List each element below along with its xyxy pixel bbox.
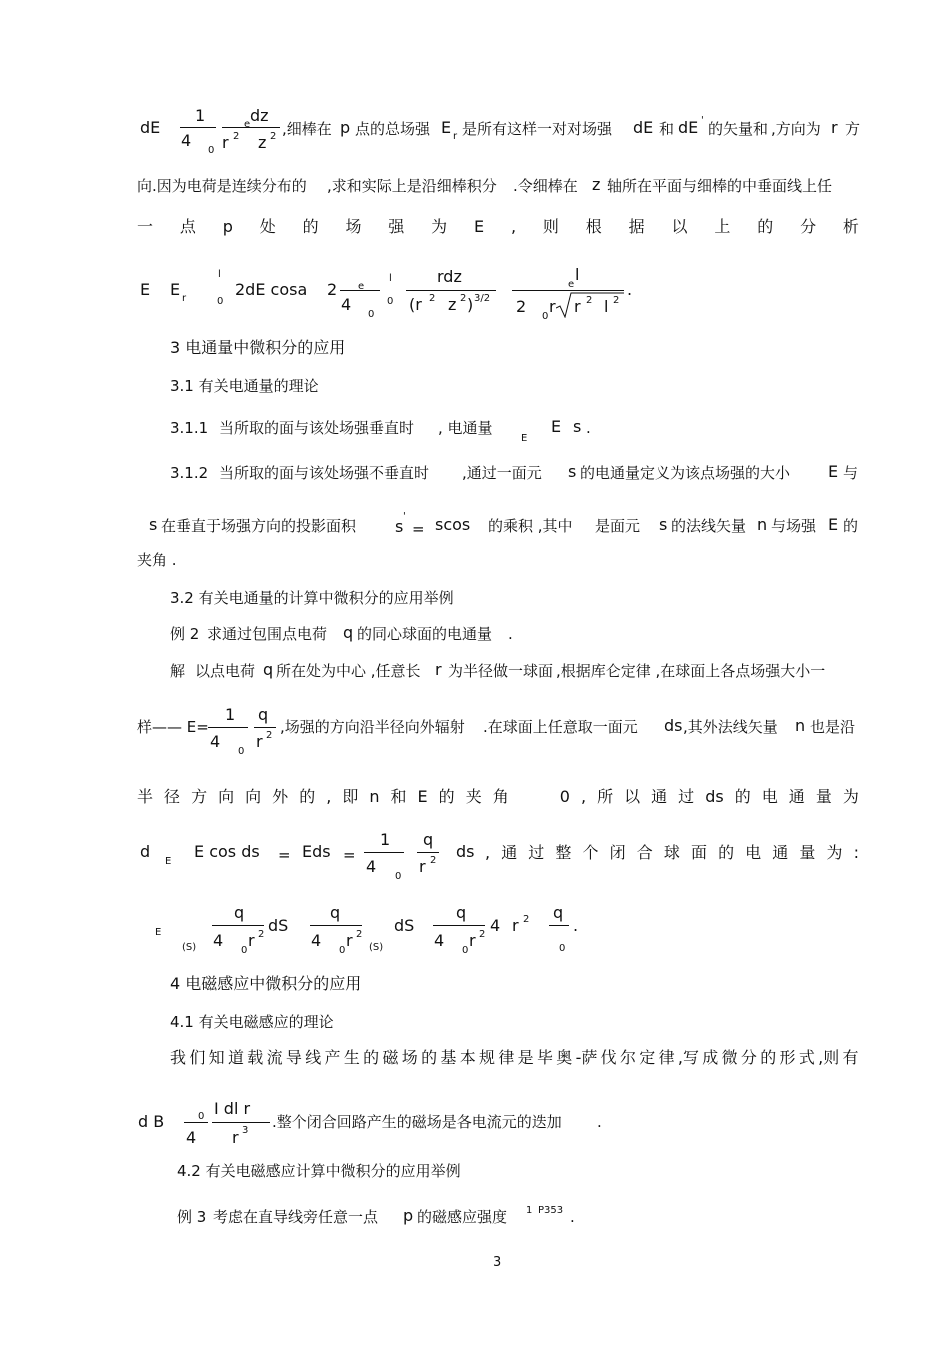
frac-den: 4 bbox=[341, 295, 352, 314]
math-eq: = bbox=[412, 520, 425, 538]
superscript: 2 bbox=[430, 855, 437, 866]
fraction-bar bbox=[340, 290, 380, 291]
frac-den: r bbox=[574, 297, 581, 316]
math-E: E bbox=[828, 462, 839, 481]
period: . bbox=[597, 1113, 602, 1131]
math-n: n bbox=[795, 716, 806, 735]
subscript: 0 bbox=[241, 945, 248, 956]
solution-label: 解 bbox=[170, 662, 186, 680]
frac-den: (r bbox=[409, 295, 422, 314]
period: . bbox=[570, 1208, 575, 1226]
math-n: n bbox=[757, 515, 768, 534]
text: ,通过一面元 bbox=[462, 464, 542, 482]
text: 是所有这样一对对场强 bbox=[462, 120, 613, 138]
text: .整个闭合回路产生的磁场是各电流元的迭加 bbox=[272, 1113, 562, 1131]
subscript: r bbox=[453, 131, 458, 142]
text: 与场强 bbox=[771, 517, 817, 535]
math-scos: scos bbox=[435, 515, 471, 534]
subscript: r bbox=[182, 293, 187, 304]
frac-den: z bbox=[448, 295, 457, 314]
text: 的磁感应强度 bbox=[417, 1208, 508, 1226]
fraction-bar bbox=[212, 1122, 270, 1123]
text-justified: , 通 过 整 个 闭 合 球 面 的 电 通 量 为 : bbox=[485, 843, 859, 862]
period: . bbox=[627, 280, 633, 299]
superscript: 2 bbox=[613, 295, 620, 306]
para-number: 3.1.1 bbox=[170, 419, 209, 437]
subscript: 0 bbox=[198, 1111, 205, 1122]
text-line-3: 一 点 p 处 的 场 强 为 E , 则 根 据 以 上 的 分 析 bbox=[137, 217, 859, 236]
prefix-e: e bbox=[244, 119, 251, 130]
text: 也是沿 bbox=[810, 718, 856, 736]
text: 当所取的面与该处场强垂直时 bbox=[219, 419, 415, 437]
math-body: 2dE cosa bbox=[235, 280, 308, 299]
math-E: E bbox=[441, 118, 452, 137]
frac-num: q bbox=[553, 903, 564, 922]
math-body: E cos ds bbox=[194, 842, 260, 861]
text-line-justified: 我 们 知 道 载 流 导 线 产 生 的 磁 场 的 基 本 规 律 是 毕 奥 -萨 伐 尔 定 律 ,写 成 微 分 的 形 式 ,则 有 bbox=[170, 1048, 859, 1067]
math-q: q bbox=[343, 623, 354, 642]
frac-den: l bbox=[604, 297, 609, 316]
reference-page: P353 bbox=[538, 1205, 564, 1216]
section-heading: 3 电通量中微积分的应用 bbox=[170, 338, 346, 357]
frac-num: q bbox=[423, 830, 434, 849]
math-s: s bbox=[149, 515, 158, 534]
period: . bbox=[573, 916, 579, 935]
example-label: 例 2 bbox=[170, 625, 200, 643]
frac-num: l bbox=[575, 265, 580, 284]
text: 在垂直于场强方向的投影面积 bbox=[161, 517, 357, 535]
math-2: 2 bbox=[327, 280, 338, 299]
fraction-bar bbox=[364, 852, 404, 853]
frac-num: 1 bbox=[380, 830, 391, 849]
subscript: E bbox=[521, 433, 528, 444]
frac-num: 1 bbox=[225, 705, 236, 724]
text: 以点电荷 bbox=[195, 662, 256, 680]
frac-den: r bbox=[222, 133, 229, 152]
text: 向.因为电荷是连续分布的 bbox=[137, 177, 307, 195]
text: ,细棒在 bbox=[282, 120, 332, 138]
text: 轴所在平面与细棒的中垂面线上任 bbox=[607, 177, 833, 195]
page-number: 3 bbox=[493, 1255, 502, 1270]
math-eq: = bbox=[343, 846, 356, 864]
period: . bbox=[586, 419, 591, 437]
math-z: z bbox=[592, 175, 601, 194]
math-E: E bbox=[170, 280, 181, 299]
math-dE: dE bbox=[140, 118, 161, 137]
frac-num: q bbox=[456, 903, 467, 922]
frac-den: 4 bbox=[311, 931, 322, 950]
superscript: 2 bbox=[356, 929, 363, 940]
frac-den: r bbox=[248, 931, 255, 950]
frac-den: r bbox=[346, 931, 353, 950]
frac-den: 4 bbox=[181, 131, 192, 150]
math-p: p bbox=[403, 1206, 414, 1225]
text: 夹角 . bbox=[137, 551, 177, 569]
prime: ' bbox=[403, 511, 406, 522]
integral-upper: l bbox=[389, 273, 392, 284]
text: 样—— E= bbox=[137, 718, 209, 736]
text: 的法线矢量 bbox=[671, 517, 747, 535]
math-E: E bbox=[551, 417, 562, 436]
math-E: E bbox=[828, 515, 839, 534]
superscript: 2 bbox=[258, 929, 265, 940]
subsection-heading: 4.2 有关电磁感应计算中微积分的应用举例 bbox=[177, 1162, 461, 1180]
text: 的乘积 ,其中 bbox=[488, 517, 573, 535]
text: .在球面上任意取一面元 bbox=[483, 718, 638, 736]
surface-label: (S) bbox=[182, 942, 197, 953]
fraction-bar bbox=[208, 727, 248, 728]
fraction-bar bbox=[254, 727, 276, 728]
text: 为半径做一球面 bbox=[448, 662, 554, 680]
frac-num: 1 bbox=[195, 106, 206, 125]
subscript: 0 bbox=[395, 871, 402, 882]
text: ,场强的方向沿半径向外辐射 bbox=[280, 718, 465, 736]
math-s: s bbox=[395, 517, 404, 536]
fraction-bar bbox=[549, 925, 569, 926]
frac-den: r bbox=[469, 931, 476, 950]
math-n: n bbox=[369, 787, 380, 806]
frac-den: z bbox=[258, 133, 267, 152]
frac-num: dz bbox=[250, 106, 269, 125]
text: 的 bbox=[843, 517, 859, 535]
fraction-bar bbox=[433, 925, 485, 926]
text: .令细棒在 bbox=[513, 177, 578, 195]
frac-num: q bbox=[258, 705, 269, 724]
integral-upper: l bbox=[218, 269, 221, 280]
fraction-bar bbox=[512, 290, 624, 291]
text-line-justified: 半 径 方 向 向 外 的 , 即 n 和 E 的 夹 角 0 , 所 以 通 过 ds 的 电 通 量 为 bbox=[137, 787, 859, 806]
math-r: r bbox=[435, 660, 442, 679]
text: 考虑在直导线旁任意一点 bbox=[213, 1208, 379, 1226]
text: 与 bbox=[843, 464, 859, 482]
frac-den: 4 bbox=[213, 931, 224, 950]
superscript: 2 bbox=[429, 293, 436, 304]
frac-den: ) bbox=[467, 295, 474, 314]
frac-num: e bbox=[358, 281, 365, 292]
subscript: 0 bbox=[368, 309, 375, 320]
text: 方 bbox=[845, 120, 861, 138]
prefix-e: e bbox=[568, 279, 575, 290]
prime: ' bbox=[701, 115, 704, 126]
subsection-heading: 3.1 有关电通量的理论 bbox=[170, 377, 319, 395]
text: ,根据库仑定律 ,在球面上各点场强大小一 bbox=[556, 662, 826, 680]
subscript: 0 bbox=[238, 746, 245, 757]
math-Eds: Eds bbox=[302, 842, 331, 861]
frac-den: r bbox=[549, 297, 556, 316]
integral-lower: 0 bbox=[387, 296, 394, 307]
subscript: 0 bbox=[462, 945, 469, 956]
text: , 电通量 bbox=[438, 419, 493, 437]
frac-den: 4 bbox=[210, 732, 221, 751]
fraction-bar bbox=[212, 925, 264, 926]
math-zero: 0 bbox=[559, 787, 570, 806]
fraction-bar bbox=[310, 925, 362, 926]
text: 的电通量定义为该点场强的大小 bbox=[580, 464, 791, 482]
text: ,其外法线矢量 bbox=[683, 718, 778, 736]
superscript: 2 bbox=[479, 929, 486, 940]
text: 当所取的面与该处场强不垂直时 bbox=[219, 464, 430, 482]
frac-num: rdz bbox=[437, 267, 462, 286]
math-eq: = bbox=[278, 846, 291, 864]
math-d: d bbox=[140, 842, 151, 861]
subscript: E bbox=[155, 927, 162, 938]
text: 求通过包围点电荷 bbox=[207, 625, 328, 643]
frac-den: r bbox=[256, 732, 263, 751]
math-ds: ds bbox=[664, 716, 683, 735]
math-ds: ds bbox=[456, 842, 475, 861]
subscript: 0 bbox=[542, 311, 549, 322]
superscript: 2 bbox=[233, 131, 240, 142]
subscript: E bbox=[165, 856, 172, 867]
math-r: r bbox=[512, 916, 519, 935]
math-E: E bbox=[140, 280, 151, 299]
frac-den: 4 bbox=[186, 1128, 197, 1147]
frac-den: 4 bbox=[366, 857, 377, 876]
subscript: 0 bbox=[208, 145, 215, 156]
math-dS: dS bbox=[394, 916, 415, 935]
math-r: r bbox=[831, 118, 838, 137]
text: 的同心球面的电通量 bbox=[357, 625, 493, 643]
text: 的矢量和 bbox=[708, 120, 769, 138]
superscript: 2 bbox=[586, 295, 593, 306]
math-ds: ds bbox=[705, 787, 724, 806]
subsection-heading: 4.1 有关电磁感应的理论 bbox=[170, 1013, 334, 1031]
superscript: 2 bbox=[460, 293, 467, 304]
text: 是面元 bbox=[595, 517, 641, 535]
superscript: 3 bbox=[242, 1125, 249, 1136]
math-dS: dS bbox=[268, 916, 289, 935]
frac-num: q bbox=[330, 903, 341, 922]
superscript: 2 bbox=[270, 131, 277, 142]
superscript: 2 bbox=[266, 730, 273, 741]
fraction-bar bbox=[180, 127, 216, 128]
math-dE: dE bbox=[678, 118, 699, 137]
text: 所在处为中心 ,任意长 bbox=[276, 662, 421, 680]
math-dE: dE bbox=[633, 118, 654, 137]
frac-den: r bbox=[232, 1128, 239, 1147]
superscript: 2 bbox=[523, 914, 530, 925]
math-s: s bbox=[659, 515, 668, 534]
math-p: p bbox=[340, 118, 351, 137]
section-heading: 4 电磁感应中微积分的应用 bbox=[170, 974, 362, 993]
text: 和 bbox=[659, 120, 675, 138]
subscript: 0 bbox=[559, 943, 566, 954]
frac-den: r bbox=[419, 857, 426, 876]
frac-den: 4 bbox=[434, 931, 445, 950]
integral-lower: 0 bbox=[217, 296, 224, 307]
frac-num: I dl r bbox=[214, 1099, 251, 1118]
para-number: 3.1.2 bbox=[170, 464, 209, 482]
math-s: s bbox=[568, 462, 577, 481]
math-s: s bbox=[573, 417, 582, 436]
example-label: 例 3 bbox=[177, 1208, 207, 1226]
math-q: q bbox=[263, 660, 274, 679]
superscript: 3/2 bbox=[474, 293, 491, 304]
period: . bbox=[508, 625, 513, 643]
subscript: 0 bbox=[339, 945, 346, 956]
reference-number: 1 bbox=[526, 1205, 533, 1216]
math-4: 4 bbox=[490, 916, 501, 935]
math-E: E bbox=[417, 787, 428, 806]
text: ,求和实际上是沿细棒积分 bbox=[327, 177, 497, 195]
math-dB: d B bbox=[138, 1112, 165, 1131]
frac-den: 2 bbox=[516, 297, 527, 316]
surface-label: (S) bbox=[369, 942, 384, 953]
text: ,方向为 bbox=[771, 120, 821, 138]
frac-num: q bbox=[234, 903, 245, 922]
fraction-bar bbox=[184, 1122, 208, 1123]
subsection-heading: 3.2 有关电通量的计算中微积分的应用举例 bbox=[170, 589, 454, 607]
text: 点的总场强 bbox=[355, 120, 431, 138]
